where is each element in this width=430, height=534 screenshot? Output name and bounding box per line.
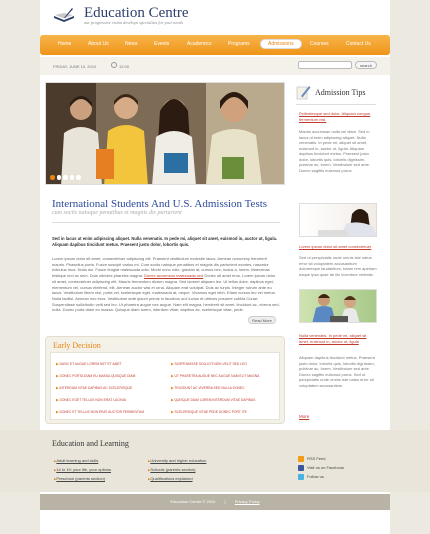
article-title: International Students And U.S. Admission Tests [52, 198, 268, 210]
early-decision-item[interactable]: ▶ QUISQUE DIAM LOREM INTERDUM VITAE DAPIBUS [171, 398, 255, 402]
article-body-part-a: Lorem ipsum dolor sit amet, consectetuer adipiscing elit. Praesent vestibulum molestie lacus. Aenean nonummy hendrerit mauris. Phasellus porta. Fusce suscipit varius mi. Cum sociis natoque penatibus et magnis dis parturient montes, nascetur ridiculus mus. Nulla dui. Fusce feugiat malesuada odio. Morbi nunc odio, gravida at, cursus nec, luctus a, lorem. Maecenas tristique orci ac sem. Duis ultricies pharetra magna. [52, 256, 270, 279]
rss-icon [298, 456, 304, 462]
article-body [52, 256, 280, 313]
facebook-label: Visit us on Facebook [307, 465, 345, 471]
copyright-bar [40, 494, 390, 510]
read-more-button[interactable]: Read More [248, 316, 276, 324]
footer-link[interactable]: ▶ University and higher education [148, 458, 206, 463]
early-decision-item[interactable]: ▶ INTERDUM VITAE DAPIBUS AC SCELERISQUE [56, 386, 132, 390]
sidebar-photo-studying [299, 203, 377, 237]
more-link[interactable]: More [299, 414, 310, 419]
footer-title: Education and Learning [52, 439, 129, 448]
clock-icon [111, 62, 117, 68]
privacy-policy-link[interactable]: Privacy Policy [234, 499, 260, 504]
early-decision-item[interactable]: ▶ SUSPENDISSE SOLLICITUDIN VELIT SED LEO [171, 362, 247, 366]
nav-admissions[interactable]: Admissions [260, 39, 302, 49]
separator: | [224, 499, 226, 504]
early-decision-list [50, 352, 280, 420]
nav-news[interactable]: News [125, 41, 138, 47]
student-studying-illustration [300, 204, 377, 237]
search-button[interactable]: search [355, 61, 377, 69]
early-decision-item[interactable]: ▶ DONEC PORTA DIAM EU MASSA QUISQUE DIAM [56, 374, 135, 378]
early-decision-item[interactable]: ▶ DONEC EGET TELLUS NON ERAT LACINIA [56, 398, 126, 402]
students-illustration [46, 83, 285, 185]
rss-label: RSS Feed [307, 456, 326, 462]
nav-home[interactable]: Home [58, 41, 72, 47]
footer-link[interactable]: ▶ Schools (parents section) [148, 467, 195, 472]
nav-contact-us[interactable]: Contact Us [346, 41, 371, 47]
facebook-icon [298, 465, 304, 471]
divider [52, 222, 280, 223]
book-quill-logo-icon [52, 6, 76, 24]
twitter-label: Follow us [307, 474, 324, 480]
site-tagline: our progressive vision develops specialists for your needs [84, 20, 184, 25]
twitter-icon [298, 474, 304, 480]
footer-link[interactable]: ▶ Preschool (parents section) [54, 476, 105, 481]
article-inline-link[interactable]: Donec accumsan malesuada orci [144, 273, 204, 279]
slider-dot[interactable] [50, 175, 55, 180]
slider-pagination [50, 175, 83, 181]
hero-student-photo [45, 82, 285, 185]
early-decision-item[interactable]: ▶ NUNC ET AUGUE LOREM NET ET AMET [56, 362, 122, 366]
search-input[interactable] [298, 61, 352, 69]
slider-dot[interactable] [63, 175, 68, 180]
sidebar-text: Sed ut perspiciatis unde omnis iste natus error sit voluptatem accusantium doloremque laudantium, totam rem aperiam eaque ipsa quae ab illo inventore veritatis. [299, 255, 377, 277]
sidebar-link[interactable]: Pellentesque sed dolor. Aliquam congue fermentum nisl. [299, 111, 371, 122]
students-laptop-illustration [300, 290, 377, 323]
sidebar-photo-students [299, 289, 377, 323]
pencil-paper-icon [295, 84, 311, 100]
nav-courses[interactable]: Courses [310, 41, 329, 47]
current-time: 12:00 [119, 64, 130, 69]
article-intro: Sed in lacus ut enim adipiscing aliquet. Nulla venenatis. In pede mi, aliquet sit amet, euismod in, auctor ut, ligula. Aliquam dapibus tincidunt metus. Praesent justo dolor, lobortis quis. [52, 236, 278, 247]
nav-programs[interactable]: Programs [228, 41, 250, 47]
nav-events[interactable]: Events [154, 41, 170, 47]
main-nav [40, 35, 390, 55]
footer-link[interactable]: ▶ Qualifications explained [148, 476, 193, 481]
nav-about-us[interactable]: About Us [88, 41, 109, 47]
slider-dot[interactable] [70, 175, 75, 180]
article-body-part-b: Donec sit amet eros. Lorem ipsum dolor sit amet, consectetuer adipiscing elit. Mauris fermentum dictum magna. Sed laoreet aliquam leo. Ut tellus dolor, dapibus eget, elementum vel, cursus eleifend, elit. Aenean auctor wisi et urna. Aliquam erat volutpat. Duis ac turpis. Integer rutrum ante eu lacus. Vestibulum libero nisl, porta vel, scelerisque eget, malesuada at, neque. Vivamus eget nibh. Etiam cursus leo vel metus. Nulla facilisi. Aenean nec eros. Vestibulum ante ipsum primis in faucibus orci luctus et ultrices posuere cubilia Curae; Suspendisse sollicitudin velit sed leo. Ut pharetra augue nec augue. Nam elit magna, hendrerit sit amet, tincidunt ac, viverra sed, nulla. Donec porta diam eu massa. Quisque diam lorem, interdum vitae, dapibus ac, scelerisque vitae, pede. [52, 273, 280, 313]
article-subtitle: cum sociis natoque penatibus et magnis dis parturient [52, 210, 182, 216]
current-date: FRIDAY, JUNE 10, 2010 [53, 64, 97, 69]
early-decision-item[interactable]: ▶ DONEC ET TELLUS NON ERAT AUCTOR FERMENTUM [56, 410, 144, 414]
footer-link[interactable]: ▶ 14 to 19: your life, your options [54, 467, 111, 472]
twitter-link[interactable] [298, 474, 324, 480]
sidebar-text: Mauris accumsan nulla vel diam. Sed in lacus ut enim adipiscing aliquet. Nulla venenatis. In pede mi, aliquet sit amet, euismod in, auctor ut, ligula. Aliquam dapibus tincidunt metus. Praesent justo dolor, lobortis quis, lobortis dignissim, pulvinar ac, lorem. Vestibulum sed ante. Donec sagittis euismod purus. [299, 129, 370, 173]
early-decision-title: Early Decision [53, 341, 101, 350]
sidebar-link[interactable]: Nulla venenatis. In pede mi, aliquet sit amet, euismod in, auctor ut, ligula [299, 333, 367, 344]
nav-academics[interactable]: Academics [187, 41, 212, 47]
footer-link[interactable]: ▶ Adult learning and skills [54, 458, 98, 463]
facebook-link[interactable] [298, 465, 344, 471]
sidebar-title: Admission Tips [315, 88, 366, 97]
site-title[interactable]: Education Centre [84, 5, 189, 21]
early-decision-item[interactable]: ▶ TINCIDUNT AC VIVERRA SED NULLA DONEC [171, 386, 245, 390]
sidebar-link[interactable]: Lorem ipsum dolor sit amet consectetuer [299, 244, 372, 249]
copyright-text: Education Centre © 2010 [170, 499, 216, 504]
rss-feed-link[interactable] [298, 456, 325, 462]
early-decision-item[interactable]: ▶ SCELERISQUE VITAE PEDE DONEC PORT ITE [171, 410, 247, 414]
slider-dot[interactable] [76, 175, 81, 180]
slider-dot[interactable] [57, 175, 62, 180]
early-decision-item[interactable]: ▶ UT PHARETRA AUGUE NEC AUGUE NAM ELIT MAGNA [171, 374, 259, 378]
divider [296, 104, 376, 105]
sidebar-text: Aliquam dapibus tincidunt metus. Praesent justo dolor, lobortis quis, lobortis dignissim, pulvinar ac, lorem. Vestibulum sed ante. Donec sagittis euismod purus. Sed ut perspiciatis unde omnis iste natus error sit voluptatem accusantium. [299, 355, 375, 388]
